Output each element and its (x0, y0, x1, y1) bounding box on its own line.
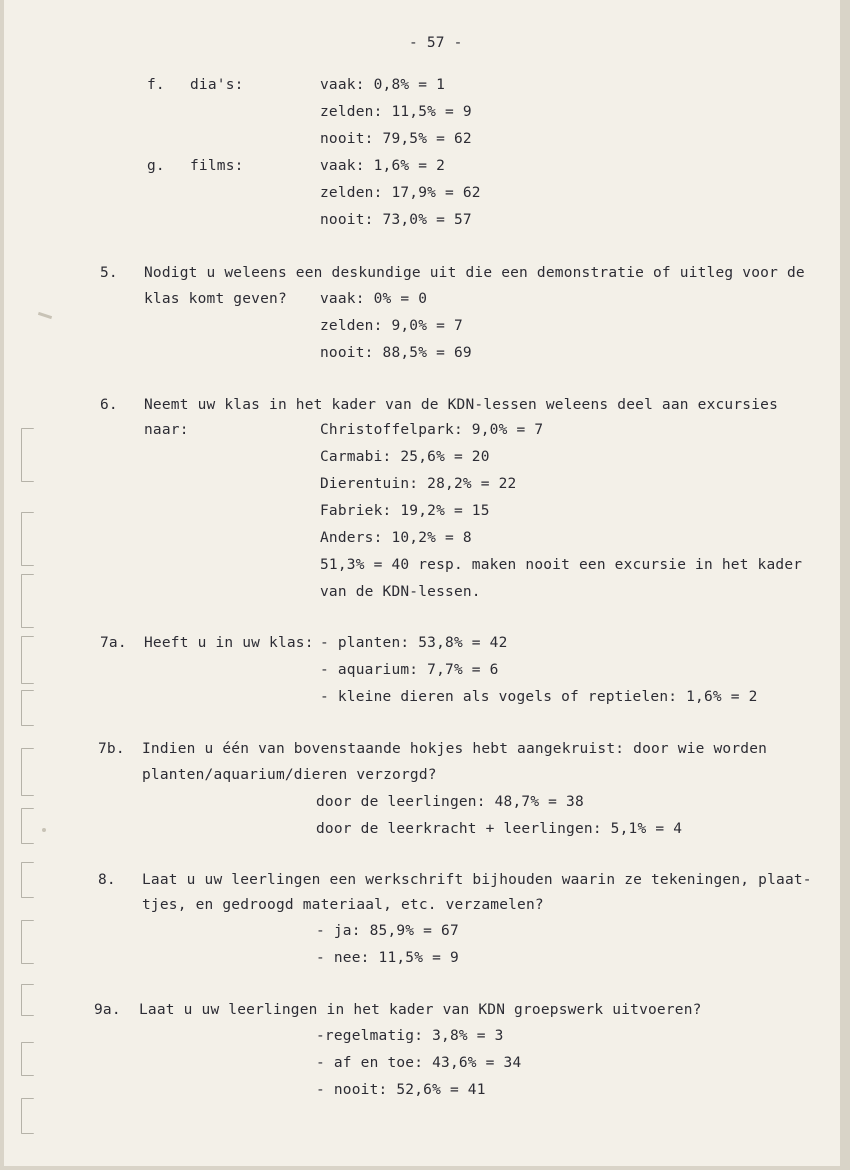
question-text: Laat u uw leerlingen in het kader van KDN groepswerk uitvoeren? (139, 1002, 702, 1018)
answer-line: - kleine dieren als vogels of reptielen: 1,6% = 2 (320, 689, 758, 705)
binder-hole-mark (21, 920, 34, 964)
binder-hole-mark (21, 862, 34, 898)
answer-line: vaak: 0% = 0 (320, 291, 428, 307)
question-text: naar: (144, 422, 189, 438)
answer-line: Dierentuin: 28,2% = 22 (320, 476, 517, 492)
answer-line: - nooit: 52,6% = 41 (316, 1082, 486, 1098)
answer-line: - planten: 53,8% = 42 (320, 635, 508, 651)
question-text: klas komt geven? (144, 291, 287, 307)
binder-hole-mark (21, 1042, 34, 1076)
answer-line: nooit: 79,5% = 62 (320, 131, 472, 147)
question-text: planten/aquarium/dieren verzorgd? (142, 767, 437, 783)
note-line: 51,3% = 40 resp. maken nooit een excursie in het kader (320, 557, 803, 573)
answer-line: - nee: 11,5% = 9 (316, 950, 459, 966)
answer-line: Carmabi: 25,6% = 20 (320, 449, 490, 465)
binder-hole-mark (21, 808, 34, 844)
question-text: Indien u één van bovenstaande hokjes hebt aangekruist: door wie worden (142, 741, 768, 757)
binder-hole-mark (21, 636, 34, 684)
paper-blemish (42, 828, 46, 832)
binder-hole-mark (21, 748, 34, 796)
binder-hole-mark (21, 574, 34, 628)
answer-line: Christoffelpark: 9,0% = 7 (320, 422, 544, 438)
paper-blemish (38, 312, 52, 319)
question-number: 6. (100, 397, 118, 413)
question-text: Laat u uw leerlingen een werkschrift bijhouden waarin ze tekeningen, plaat- (142, 872, 812, 888)
page-number: - 57 - (409, 35, 463, 51)
item-label: f. (147, 77, 165, 93)
answer-line: Anders: 10,2% = 8 (320, 530, 472, 546)
answer-line: zelden: 17,9% = 62 (320, 185, 481, 201)
answer-line: zelden: 11,5% = 9 (320, 104, 472, 120)
question-number: 8. (98, 872, 116, 888)
binder-hole-mark (21, 428, 34, 482)
item-name: dia's: (190, 77, 244, 93)
binder-hole-mark (21, 690, 34, 726)
question-number: 7b. (98, 741, 125, 757)
question-number: 7a. (100, 635, 127, 651)
binder-hole-mark (21, 1098, 34, 1134)
answer-line: Fabriek: 19,2% = 15 (320, 503, 490, 519)
question-number: 5. (100, 265, 118, 281)
item-label: g. (147, 158, 165, 174)
question-text: Heeft u in uw klas: (144, 635, 314, 651)
answer-line: door de leerkracht + leerlingen: 5,1% = 4 (316, 821, 683, 837)
question-text: Neemt uw klas in het kader van de KDN-lessen weleens deel aan excursies (144, 397, 779, 413)
answer-line: - af en toe: 43,6% = 34 (316, 1055, 522, 1071)
answer-line: -regelmatig: 3,8% = 3 (316, 1028, 504, 1044)
answer-line: zelden: 9,0% = 7 (320, 318, 463, 334)
question-text: tjes, en gedroogd materiaal, etc. verzamelen? (142, 897, 544, 913)
answer-line: nooit: 73,0% = 57 (320, 212, 472, 228)
answer-line: nooit: 88,5% = 69 (320, 345, 472, 361)
answer-line: vaak: 0,8% = 1 (320, 77, 446, 93)
note-line: van de KDN-lessen. (320, 584, 481, 600)
question-text: Nodigt u weleens een deskundige uit die een demonstratie of uitleg voor de (144, 265, 805, 281)
question-number: 9a. (94, 1002, 121, 1018)
answer-line: - ja: 85,9% = 67 (316, 923, 459, 939)
binder-hole-mark (21, 984, 34, 1016)
answer-line: door de leerlingen: 48,7% = 38 (316, 794, 584, 810)
document-page (4, 0, 840, 1166)
answer-line: - aquarium: 7,7% = 6 (320, 662, 499, 678)
binder-hole-mark (21, 512, 34, 566)
answer-line: vaak: 1,6% = 2 (320, 158, 446, 174)
item-name: films: (190, 158, 244, 174)
